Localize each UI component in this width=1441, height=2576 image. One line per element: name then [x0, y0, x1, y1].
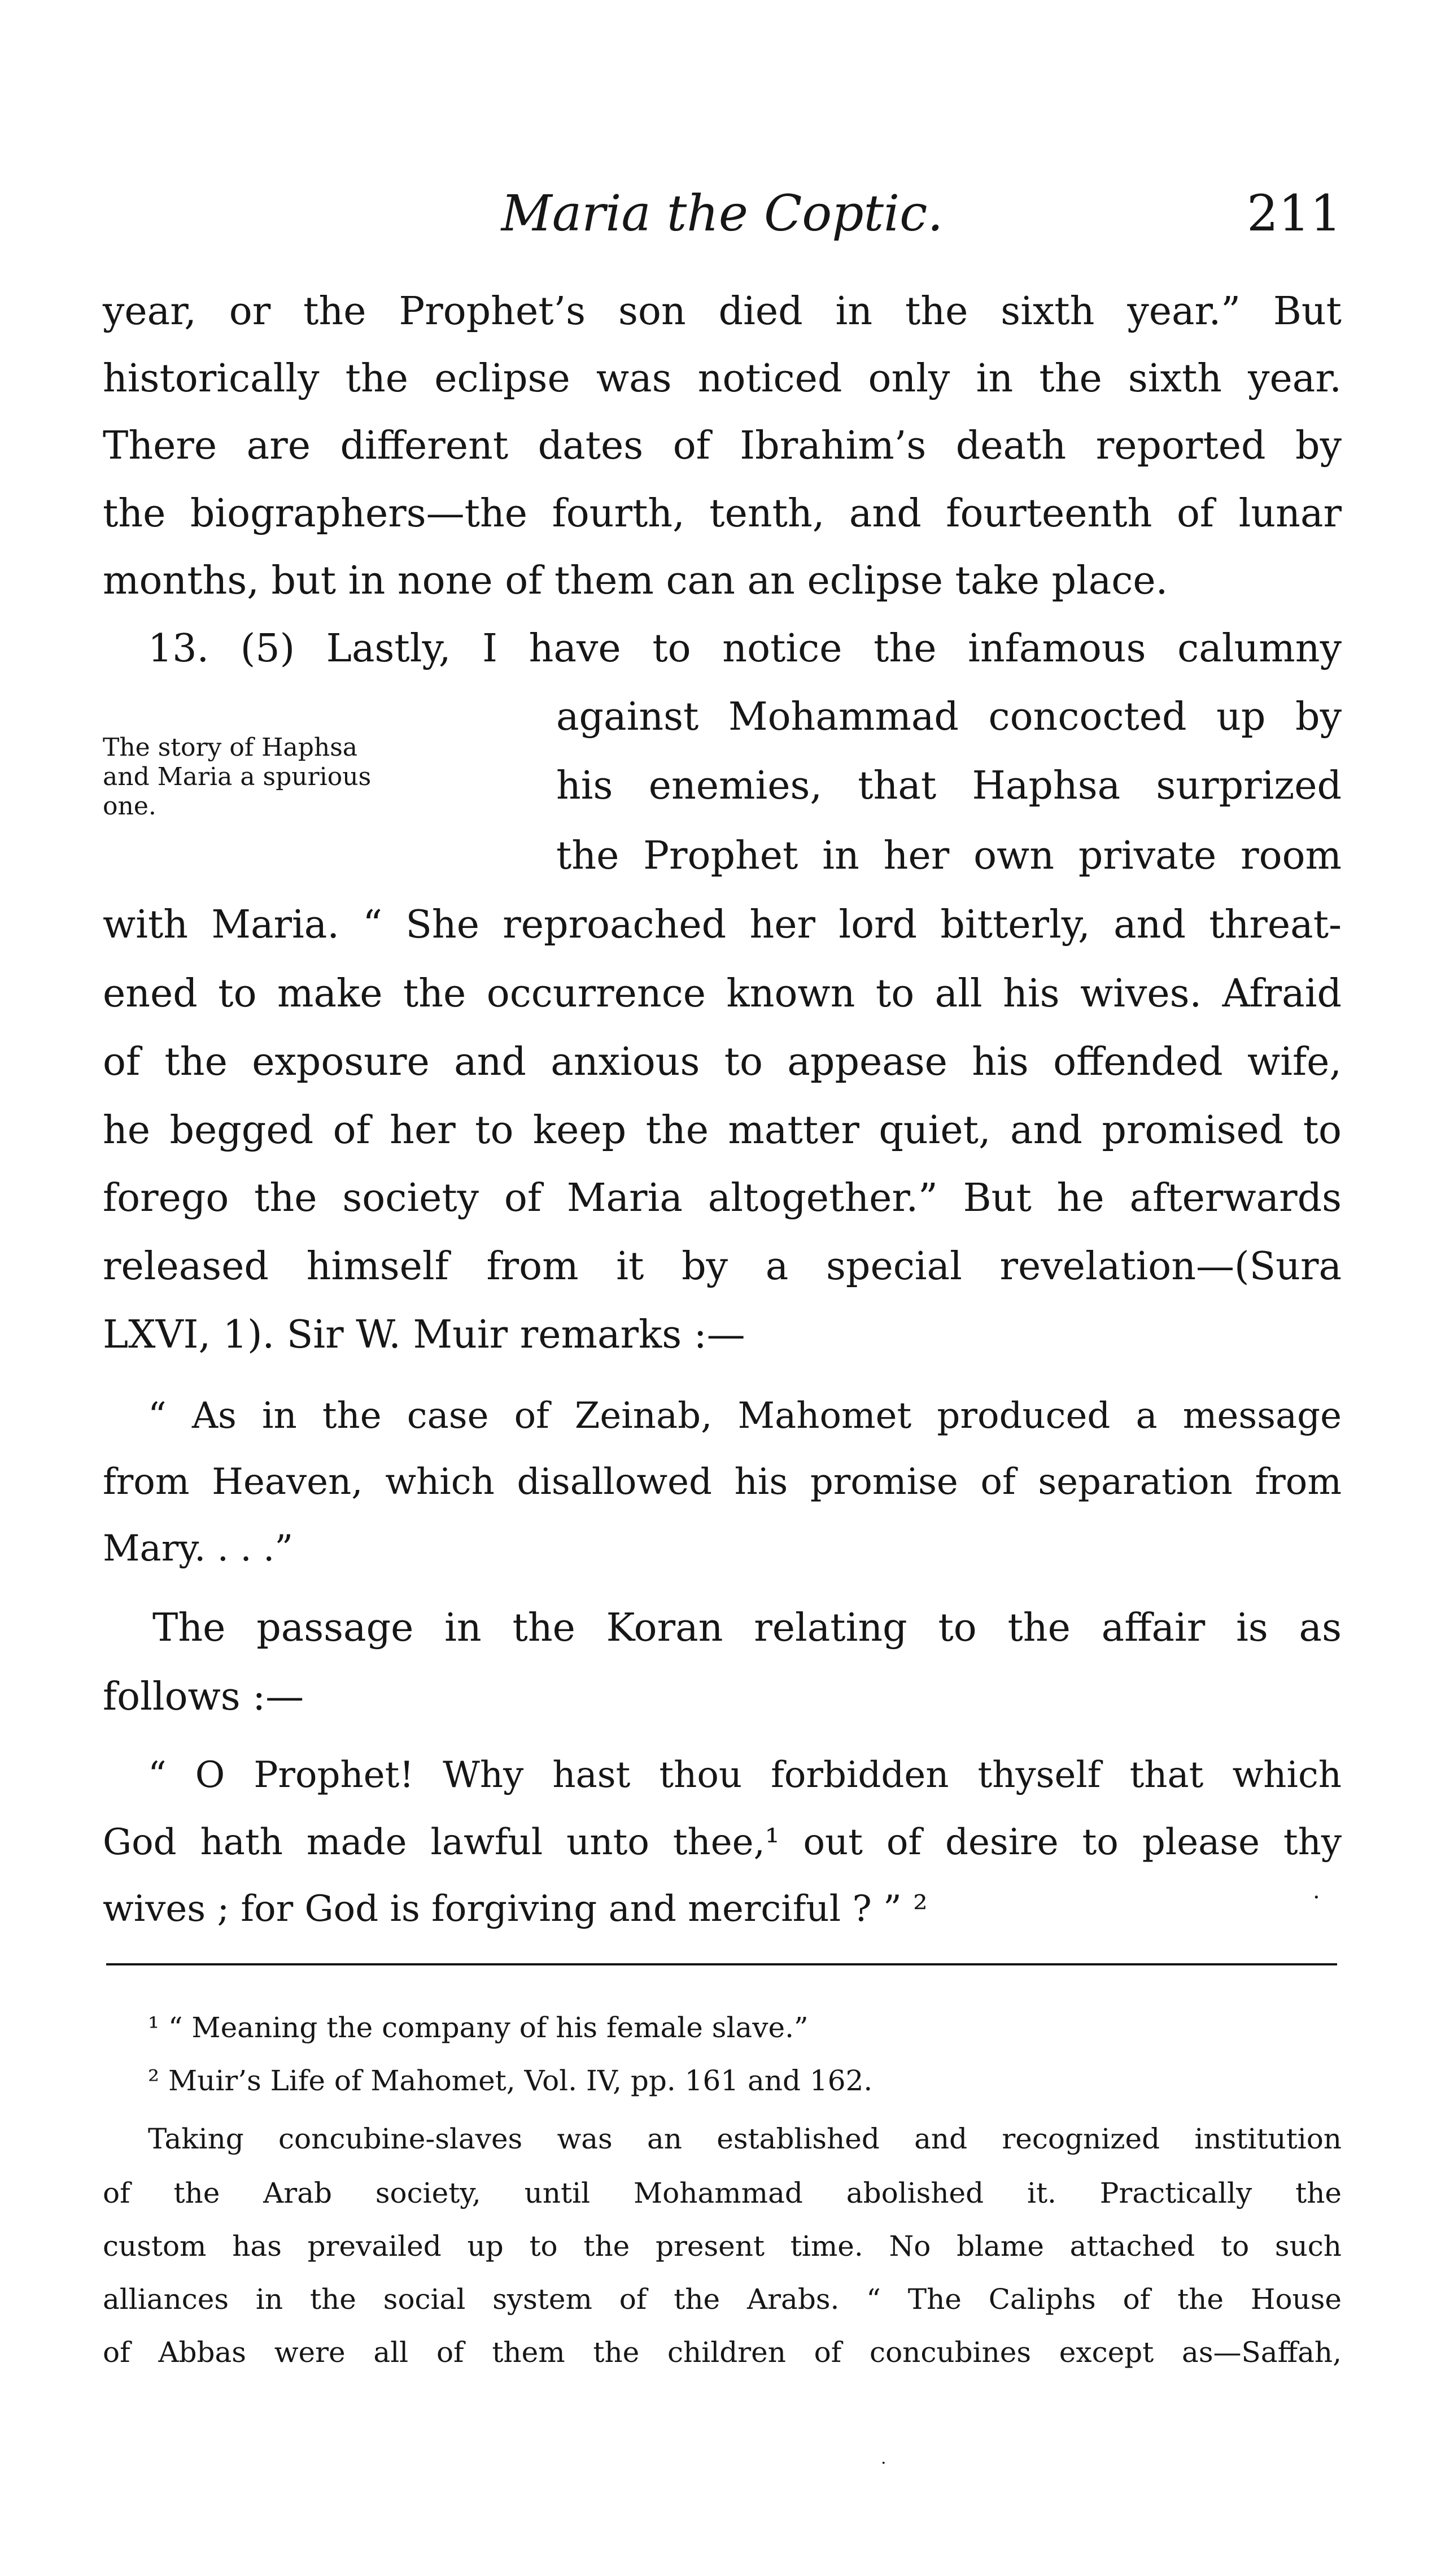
- body-line: forego the society of Maria altogether.” But he afterwards: [103, 1176, 1342, 1221]
- narrow-body-line: the Prophet in her own private room: [556, 834, 1342, 878]
- footnote-paragraph-line: Taking concubine-slaves was an established and recognized institution: [148, 2122, 1342, 2155]
- stray-dot: ·: [1313, 1885, 1320, 1911]
- footnote-1: ¹ “ Meaning the company of his female slave.”: [148, 2011, 809, 2044]
- footnote-paragraph-line: custom has prevailed up to the present time. No blame attached to such: [103, 2230, 1342, 2263]
- block-quote-line: from Heaven, which disallowed his promise of separation from: [103, 1461, 1342, 1503]
- margin-note: [103, 733, 509, 821]
- body-line: LXVI, 1). Sir W. Muir remarks :—: [103, 1313, 745, 1357]
- footnote-rule: [106, 1963, 1337, 1965]
- body-line: the biographers—the fourth, tenth, and fourteenth of lunar: [103, 491, 1342, 536]
- footnote-2: ² Muir’s Life of Mahomet, Vol. IV, pp. 161 and 162.: [148, 2064, 873, 2097]
- body-line: historically the eclipse was noticed only in the sixth year.: [103, 356, 1342, 401]
- page-header: [103, 180, 1342, 247]
- body-line: released himself from it by a special revelation—(Sura: [103, 1244, 1342, 1289]
- body-line: of the exposure and anxious to appease his offended wife,: [103, 1040, 1342, 1084]
- block-quote-line: wives ; for God is forgiving and merciful ? ” ²: [103, 1888, 928, 1930]
- body-line: with Maria. “ She reproached her lord bitterly, and threat-: [103, 903, 1342, 947]
- running-title: Maria the Coptic.: [501, 184, 944, 242]
- body-line: year, or the Prophet’s son died in the sixth year.” But: [103, 289, 1342, 334]
- footnote-paragraph-line: of the Arab society, until Mohammad abolished it. Practically the: [103, 2177, 1342, 2209]
- margin-note-line: and Maria a spurious: [103, 762, 372, 791]
- margin-note-line: The story of Haphsa: [103, 733, 358, 762]
- footnote-paragraph-line: of Abbas were all of them the children of concubines except as—Saffah,: [103, 2336, 1342, 2369]
- page-number: 211: [1247, 184, 1342, 242]
- body-line: months, but in none of them can an eclipse take place.: [103, 559, 1168, 603]
- body-line: The passage in the Koran relating to the affair is as: [152, 1606, 1342, 1650]
- block-quote-line: “ As in the case of Zeinab, Mahomet produced a message: [148, 1395, 1342, 1437]
- footnote-paragraph-line: alliances in the social system of the Arabs. “ The Caliphs of the House: [103, 2283, 1342, 2316]
- narrow-body-line: his enemies, that Haphsa surprized: [556, 764, 1342, 808]
- block-quote-line: Mary. . . .”: [103, 1528, 294, 1570]
- block-quote-line: “ O Prophet! Why hast thou forbidden thyself that which: [148, 1754, 1342, 1796]
- stray-dot: ·: [881, 2453, 887, 2473]
- body-line: follows :—: [103, 1675, 304, 1719]
- section-13-line: 13. (5) Lastly, I have to notice the infamous calumny: [148, 626, 1342, 671]
- body-line: There are different dates of Ibrahim’s death reported by: [103, 424, 1342, 468]
- body-line: he begged of her to keep the matter quiet, and promised to: [103, 1108, 1342, 1153]
- block-quote-line: God hath made lawful unto thee,¹ out of desire to please thy: [103, 1821, 1342, 1863]
- narrow-body-line: against Mohammad concocted up by: [556, 695, 1342, 739]
- body-line: ened to make the occurrence known to all his wives. Afraid: [103, 971, 1342, 1016]
- margin-note-line: one.: [103, 792, 156, 821]
